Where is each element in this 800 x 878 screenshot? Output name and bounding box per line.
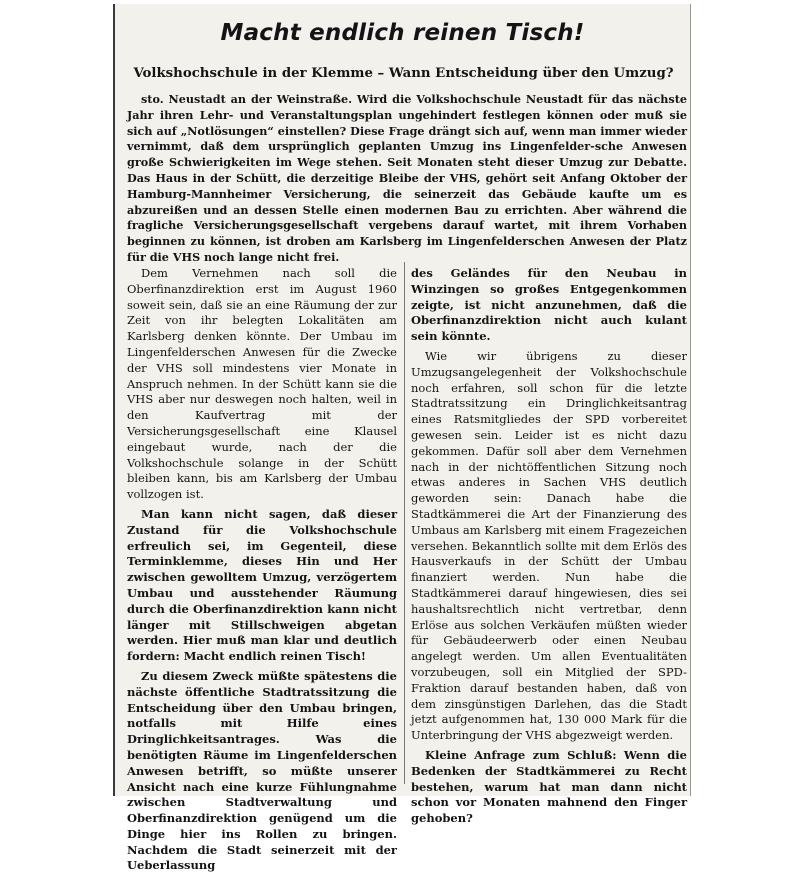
- lead-paragraph: sto. Neustadt an der Weinstraße. Wird die Volkshochschule Neustadt für das nächste Jahr ihren Lehr- und Veranstaltungsplan ungehindert festlegen können oder muß sie sich auf „Notlösungen“ einstellen? Diese Frage drängt sich auf, wenn man immer wieder vernimmt, daß dem ursprünglich geplanten Umzug ins Lingenfelder-sche Anwesen große Schwierigkeiten im Wege stehen. Seit Monaten steht dieser Umzug zur Debatte. Das Haus in der Schütt, die derzeitige Bleibe der VHS, gehört seit Anfang Oktober der Hamburg-Mannheimer Versicherung, die seinerzeit das Gebäude kaufte um es abzureißen und an dessen Stelle einen modernen Bau zu errichten. Aber während die fragliche Versicherungsgesellschaft vergebens darauf wartet, mit ihrem Vorhaben beginnen zu können, ist droben am Karlsberg im Lingenfelderschen Anwesen der Platz für die VHS noch lange nicht frei.: [127, 92, 687, 264]
- right-paragraph-3: Kleine Anfrage zum Schluß: Wenn die Bedenken der Stadtkämmerei zu Recht bestehen, warum hat man dann nicht schon vor Monaten mahnend den Finger gehoben?: [411, 747, 687, 826]
- column-divider: [404, 262, 405, 784]
- right-paragraph-2: Wie wir übrigens zu dieser Umzugsangelegenheit der Volkshochschule noch erfahren, soll schon für die letzte Stadtratssitzung ein Dringlichkeitsantrag eines Ratsmitgliedes der SPD vorbereitet gewesen sein. Leider ist es nicht dazu gekommen. Dafür soll aber dem Vernehmen nach in der nichtöffentlichen Sitzung noch etwas anderes in Sachen VHS deutlich geworden sein: Danach habe die Stadtkämmerei die Art der Finanzierung des Umbaus am Karlsberg mit einem Fragezeichen versehen. Bekanntlich sollte mit dem Erlös des Hausverkaufs in der Schütt der Umbau finanziert werden. Nun habe die Stadtkämmerei darauf hingewiesen, dies sei haushaltsrechtlich nicht vertretbar, denn Erlöse aus solchen Verkäufen müßten wieder für Gebäudeerwerb oder einen Neubau angelegt werden. Um allen Eventualitäten vorzubeugen, soll ein Mitglied der SPD-Fraktion darauf bestanden haben, daß von dem zinsgünstigen Darlehen, das die Stadt jetzt aufgenommen hat, 130 000 Mark für die Unterbringung der VHS abgezweigt werden.: [411, 348, 687, 743]
- right-paragraph-1: des Geländes für den Neubau in Winzingen so großes Entgegenkommen zeigte, ist nicht anzunehmen, daß die Oberfinanzdirektion nicht auch kulant sein könnte.: [411, 266, 687, 344]
- subheadline: Volkshochschule in der Klemme – Wann Entscheidung über den Umzug?: [133, 66, 674, 81]
- headline: Macht endlich reinen Tisch!: [220, 20, 585, 46]
- left-column: [127, 266, 397, 878]
- left-paragraph-1: Dem Vernehmen nach soll die Oberfinanzdirektion erst im August 1960 soweit sein, daß sie an eine Räumung der zur Zeit von ihr belegten Lokalitäten am Karlsberg denken könnte. Der Umbau im Lingenfelderschen Anwesen für die Zwecke der VHS soll mindestens vier Monate in Anspruch nehmen. In der Schütt kann sie die VHS aber nur deswegen noch halten, weil in den Kaufvertrag mit der Versicherungsgesellschaft eine Klausel eingebaut wurde, nach der die Volkshochschule solange in der Schütt bleiben kann, bis am Karlsberg der Umbau vollzogen ist.: [127, 266, 397, 502]
- left-paragraph-3: Zu diesem Zweck müßte spätestens die nächste öffentliche Stadtratssitzung die Entscheidung über den Umbau bringen, notfalls mit Hilfe eines Dringlichkeitsantrages. Was die benötigten Räume im Lingenfelderschen Anwesen betrifft, so müßte unserer Ansicht nach eine kurze Fühlungnahme zwischen Stadtverwaltung und Oberfinanzdirektion genügend um die Dinge hier ins Rollen zu bringen. Nachdem die Stadt seinerzeit mit der Ueberlassung: [127, 668, 397, 873]
- newspaper-clipping: [113, 4, 691, 873]
- left-paragraph-2: Man kann nicht sagen, daß dieser Zustand für die Volkshochschule erfreulich sei, im Gegenteil, diese Terminklemme, dieses Hin und Her zwischen gewolltem Umzug, verzögertem Umbau und ausstehender Räumung durch die Oberfinanzdirektion kann nicht länger mit Stillschweigen abgetan werden. Hier muß man klar und deutlich fordern: Macht endlich reinen Tisch!: [127, 506, 397, 664]
- right-column: [411, 266, 687, 831]
